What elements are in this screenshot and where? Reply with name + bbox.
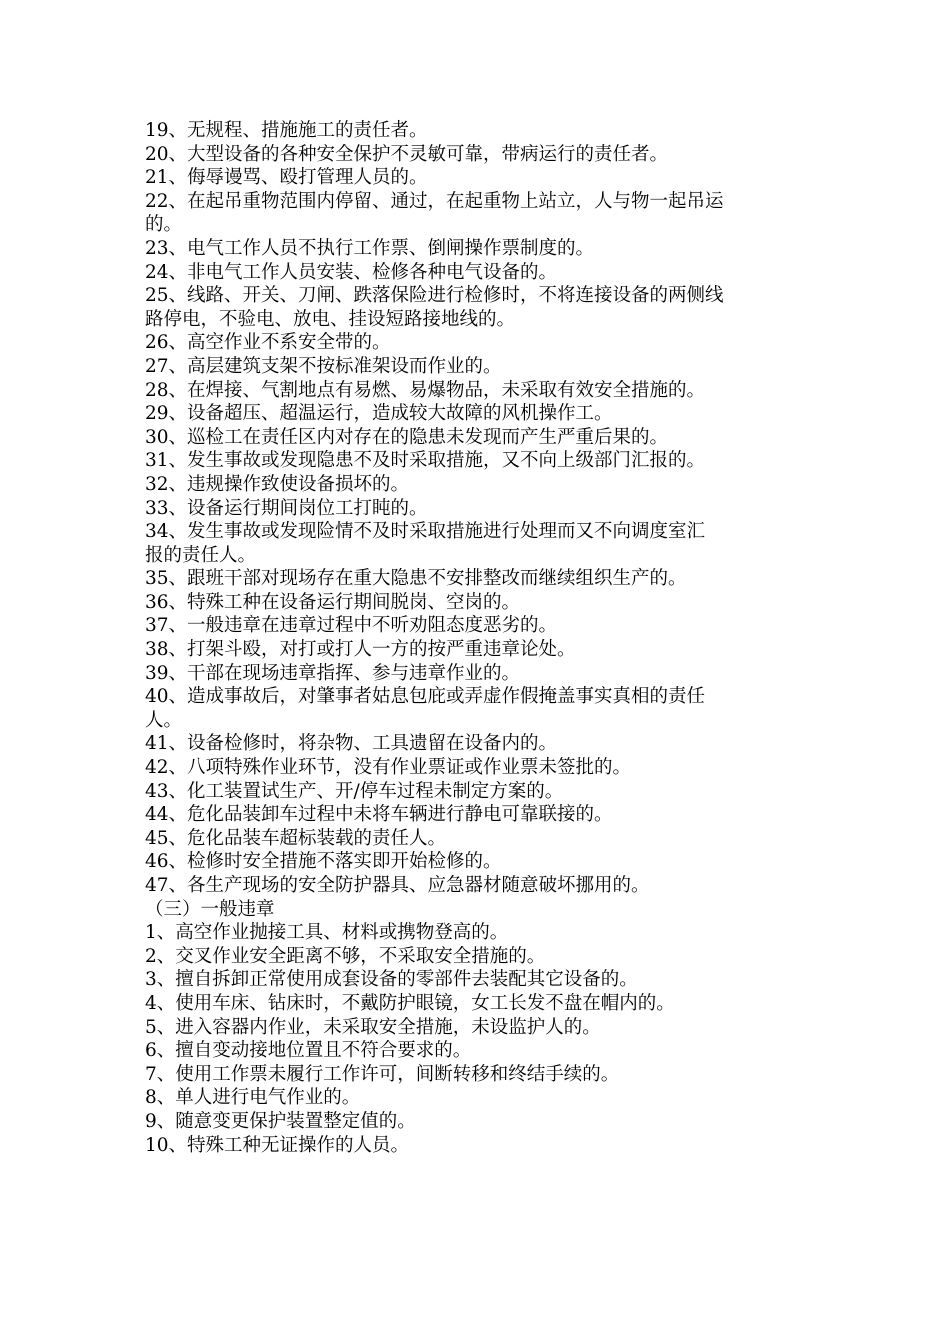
text-line: 20、大型设备的各种安全保护不灵敏可靠，带病运行的责任者。 [145, 143, 669, 165]
text-line: 34、发生事故或发现险情不及时采取措施进行处理而又不向调度室汇 [145, 521, 706, 543]
text-line: 38、打架斗殴，对打或打人一方的按严重违章论处。 [145, 639, 576, 661]
text-line: 26、高空作业不系安全带的。 [145, 332, 391, 354]
text-line: 28、在焊接、气割地点有易燃、易爆物品，未采取有效安全措施的。 [145, 379, 706, 401]
text-line: 6、擅自变动接地位置且不符合要求的。 [145, 1040, 472, 1062]
text-line: 4、使用车床、钻床时，不戴防护眼镜，女工长发不盘在帽内的。 [145, 992, 675, 1014]
text-line: 22、在起吊重物范围内停留、通过，在起重物上站立，人与物一起吊运 [145, 190, 724, 212]
text-line: 44、危化品装卸车过程中未将车辆进行静电可靠联接的。 [145, 804, 613, 826]
text-line: 24、非电气工作人员安装、检修各种电气设备的。 [145, 261, 558, 283]
text-line: 47、各生产现场的安全防护器具、应急器材随意破坏挪用的。 [145, 875, 650, 896]
text-line: 5、进入容器内作业，未采取安全措施，未设监护人的。 [145, 1016, 601, 1038]
text-line: 41、设备检修时，将杂物、工具遗留在设备内的。 [145, 733, 558, 755]
text-line: 29、设备超压、超温运行，造成较大故障的风机操作工。 [145, 403, 613, 425]
text-line: 35、跟班干部对现场存在重大隐患不安排整改而继续组织生产的。 [145, 568, 687, 590]
text-line: 的。 [145, 214, 183, 236]
text-line: 2、交叉作业安全距离不够，不采取安全措施的。 [145, 945, 546, 967]
text-line: 8、单人进行电气作业的。 [145, 1087, 361, 1109]
text-line: 9、随意变更保护装置整定值的。 [145, 1110, 416, 1132]
text-line: 42、八项特殊作业环节，没有作业票证或作业票未签批的。 [145, 757, 632, 779]
text-line: 报的责任人。 [145, 544, 257, 566]
text-line: 32、违规操作致使设备损坏的。 [145, 473, 410, 495]
text-line: 45、危化品装车超标装载的责任人。 [145, 827, 447, 849]
text-line: 25、线路、开关、刀闸、跌落保险进行检修时，不将连接设备的两侧线 [145, 285, 724, 307]
text-line: 7、使用工作票未履行工作许可，间断转移和终结手续的。 [145, 1063, 620, 1085]
text-line: 43、化工装置试生产、开/停车过程未制定方案的。 [145, 780, 564, 802]
text-line: 1、高空作业抛接工具、材料或携物登高的。 [145, 922, 509, 944]
text-line: 27、高层建筑支架不按标准架设而作业的。 [145, 355, 502, 377]
document-body [145, 119, 815, 1157]
text-line: 人。 [145, 709, 183, 731]
text-line: 37、一般违章在违章过程中不听劝阻态度恶劣的。 [145, 615, 558, 637]
text-line: 3、擅自拆卸正常使用成套设备的零部件去装配其它设备的。 [145, 969, 638, 991]
text-line: 46、检修时安全措施不落实即开始检修的。 [145, 851, 502, 873]
text-line: 21、侮辱谩骂、殴打管理人员的。 [145, 167, 428, 189]
text-line: 31、发生事故或发现隐患不及时采取措施，又不向上级部门汇报的。 [145, 450, 706, 472]
text-line: 36、特殊工种在设备运行期间脱岗、空岗的。 [145, 591, 521, 613]
text-line: 39、干部在现场违章指挥、参与违章作业的。 [145, 662, 521, 684]
text-line: 40、造成事故后，对肇事者姑息包庇或弄虚作假掩盖事实真相的责任 [145, 686, 706, 708]
text-line: 19、无规程、措施施工的责任者。 [145, 120, 428, 141]
text-line: 30、巡检工在责任区内对存在的隐患未发现而产生严重后果的。 [145, 426, 669, 448]
text-line: 10、特殊工种无证操作的人员。 [145, 1134, 410, 1156]
text-line: 23、电气工作人员不执行工作票、倒闸操作票制度的。 [145, 237, 595, 259]
text-line: 路停电，不验电、放电、挂设短路接地线的。 [145, 308, 516, 330]
section-heading: （三）一般违章 [145, 898, 275, 920]
text-line: 33、设备运行期间岗位工打盹的。 [145, 497, 428, 519]
